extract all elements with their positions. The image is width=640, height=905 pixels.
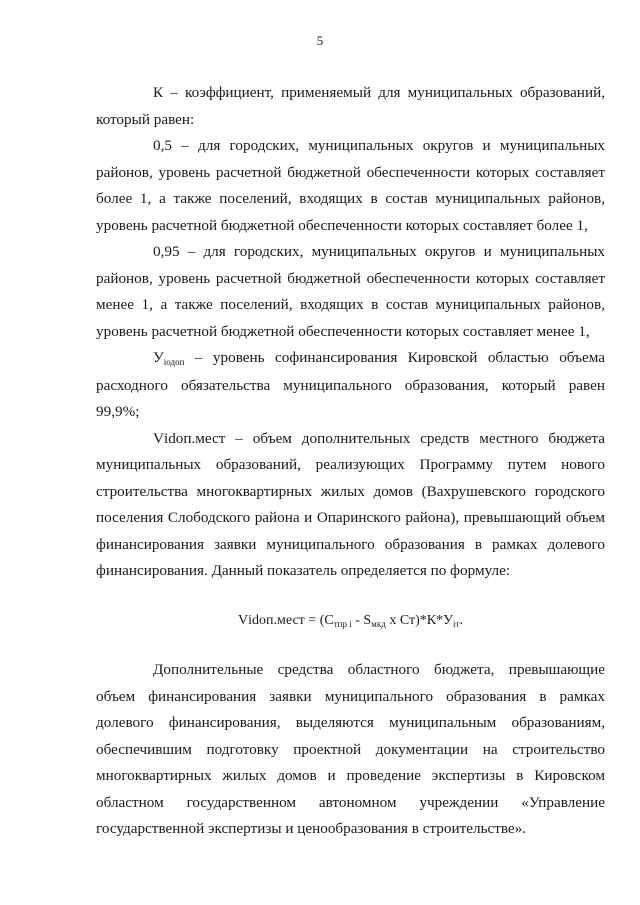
paragraph-k-0-95: 0,95 – для городских, муниципальных округов и муниципальных районов, уровень расчетной бюджетной обеспеченности которых составляет менее 1, а также поселений, входящих в состав муниципальных районов, уровень расчетной бюджетной обеспеченности которых составляет менее 1,: [96, 243, 605, 340]
formula-mid: - S: [351, 612, 372, 628]
document-body: [96, 80, 605, 843]
formula: [96, 608, 605, 635]
paragraph-k-definition: К – коэффициент, применяемый для муниципальных образований, который равен:: [96, 84, 605, 128]
paragraph-v-definition: Vіdоп.мест – объем дополнительных средств местного бюджета муниципальных образований, реализующих Программу путем нового строительства многоквартирных жилых домов (Вахрушевского городского поселения Слободского района и Опаринского района), превышающий объем финансирования заявки муниципального образования в рамках долевого финансирования. Данный показатель определяется по формуле:: [96, 429, 605, 579]
paragraph-y-definition: [96, 345, 605, 426]
formula-lhs: Vіdоп.мест = (С: [238, 612, 334, 628]
y-text: – уровень софинансирования Кировской областью объема расходного обязательства муниципального образования, который равен 99,9%;: [96, 349, 605, 420]
formula-y-subscript: іт: [453, 618, 460, 629]
formula-s-subscript: мкд: [371, 618, 386, 629]
y-subscript: iодоп: [163, 357, 185, 367]
paragraph-k-0-5: 0,5 – для городских, муниципальных округов и муниципальных районов, уровень расчетной бюджетной обеспеченности которых составляет более 1, а также поселений, входящих в состав муниципальных районов, уровень расчетной бюджетной обеспеченности которых составляет более 1,: [96, 137, 605, 234]
formula-end: .: [459, 612, 463, 628]
paragraph-additional-funds: Дополнительные средства областного бюджета, превышающие объем финансирования заявки муниципального образования в рамках долевого финансирования, выделяются муниципальным образованиям, обеспечившим подготовку проектной документации на строительство многоквартирных жилых домов и проведение экспертизы в Кировском областном государственном автономном учреждении «Управление государственной экспертизы и ценообразования в строительстве».: [96, 661, 605, 837]
formula-rest: x Ст)*К*У: [385, 612, 453, 628]
formula-c-subscript: тпр і: [333, 618, 352, 629]
y-symbol: У: [153, 349, 164, 366]
page-number: 5: [316, 33, 324, 48]
